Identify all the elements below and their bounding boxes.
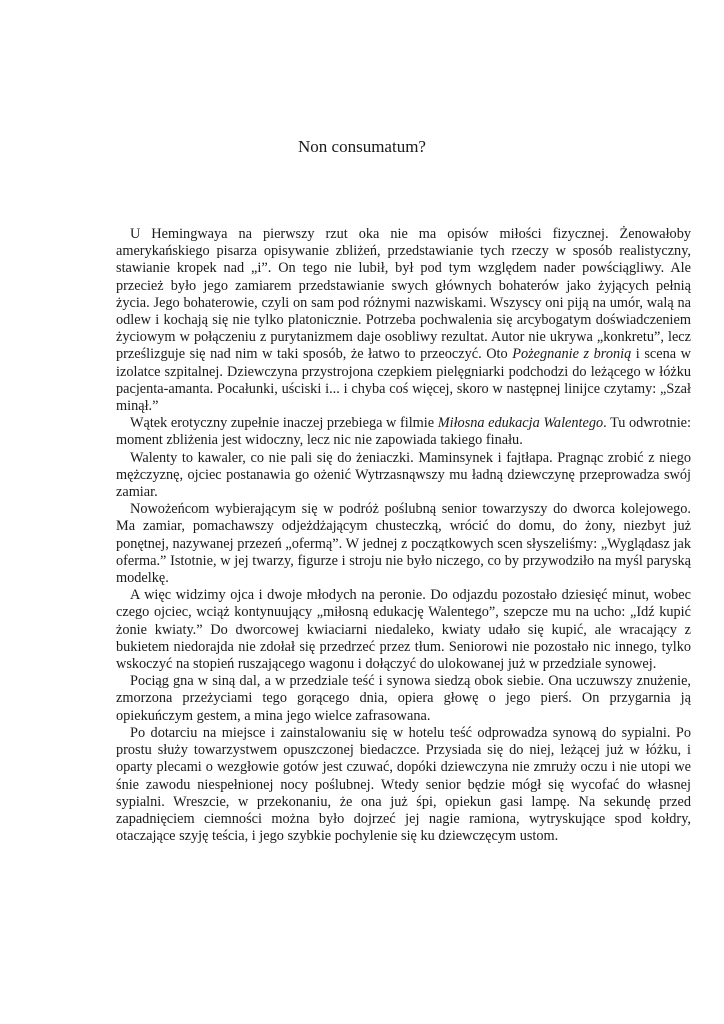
document-body <box>116 226 691 845</box>
text-run: Nowożeńcom wybierającym się w podróż poślubną senior towarzyszy do dworca kolejowego. Ma zamiar, pomachawszy odjeżdżającym chusteczką, wrócić do domu, do żony, niezbyt już ponętnej, nazywanej przezeń „ofermą”. W jednej z początkowych scen słyszeliśmy: „Wyglądasz jak oferma.” Istotnie, w jej twarzy, figurze i stroju nie było niczego, co by przywodziło na myśl paryską modelkę. <box>116 501 691 587</box>
paragraph <box>116 725 691 845</box>
book-title: Pożegnanie z bronią <box>512 346 632 363</box>
document-title: Non consumatum? <box>298 137 426 156</box>
text-run: Walenty to kawaler, co nie pali się do żeniaczki. Maminsynek i fajtłapa. Pragnąc zrobić z niego mężczyznę, ojciec postanawia go ożenić Wytrzasnąwszy mu ładną dziewczynę przeprowadza swój zamiar. <box>116 449 691 501</box>
paragraph <box>116 501 691 587</box>
text-run: A więc widzimy ojca i dwoje młodych na peronie. Do odjazdu pozostało dziesięć minut, wobec czego ojciec, wciąż kontynuujący „miłosną edukację Walentego”, szepcze mu na ucho: „Idź kupić żonie kwiaty.” Do dworcowej kwiaciarni niedaleko, kwiaty udało się kupić, ale wracający z bukietem niedorajda nie zdołał się przedrzeć przez tłum. Seniorowi nie pozostało nic innego, tylko wskoczyć na stopień ruszającego wagonu i dołączyć do ulokowanej już w przedziale synowej. <box>116 587 691 673</box>
text-run: Wątek erotyczny zupełnie inaczej przebiega w filmie <box>130 415 438 432</box>
text-run: Pociąg gna w siną dal, a w przedziale teść i synowa siedzą obok siebie. Ona uczuwszy znużenie, zmorzona przeżyciami tego gorącego dnia, opiera głowę o jego pierś. On przygarnia ją opiekuńczym gestem, a mina jego wielce zafrasowana. <box>116 673 691 724</box>
text-run: i scena w izolatce szpitalnej. Dziewczyna przystrojona czepkiem pielęgniarki podchodzi do leżącego w łóżku pacjenta-amanta. Pocałunki, uściski i... i chyba coś więcej, skoro w następnej linijce czytamy: „Szał minął.” <box>116 346 691 415</box>
text-run: . Tu odwrotnie: moment zbliżenia jest widoczny, lecz nic nie zapowiada takiego finału. <box>116 415 691 449</box>
paragraph <box>116 415 691 449</box>
text-run: Po dotarciu na miejsce i zainstalowaniu się w hotelu teść odprowadza synową do sypialni. Po prostu służy towarzystwem opuszczonej biedaczce. Przysiada się do niej, leżącej już w łóżku, i oparty plecami o wezgłowie gotów jest czuwać, dopóki dziewczyna nie zmruży oczu i nie utopi we śnie zawodu niespełnionej nocy poślubnej. Wtedy senior będzie mógł się wycofać do własnej sypialni. Wreszcie, w przekonaniu, że ona już śpi, opiekun gasi lampę. Na sekundę przed zapadnięciem ciemności można było dojrzeć jej nagie ramiona, wytryskujące spod kołdry, otaczające szyję teścia, i jego szybkie pochylenie się ku dziewczęcym ustom. <box>116 724 691 845</box>
text-run: U Hemingwaya na pierwszy rzut oka nie ma opisów miłości fizycznej. Żenowałoby amerykańskiego pisarza opisywanie zbliżeń, przedstawianie tych rzeczy w sposób realistyczny, stawianie kropek nad „i”. On tego nie lubił, był pod tym względem nader powściągliwy. Ale przecież było jego zamiarem przedstawianie swych głównych bohaterów jako żyjących pełnią życia. Jego bohaterowie, czyli on sam pod różnymi nazwiskami. Wszyscy oni piją na umór, walą na odlew i kochają się nie tylko platonicznie. Potrzeba pochwalenia się arcybogatym doświadczeniem życiowym w połączeniu z purytanizmem daje osobliwy rezultat. Autor nie ukrywa „konkretu”, lecz prześlizguje się nad nim w taki sposób, że łatwo to przeoczyć. Oto <box>116 226 691 363</box>
paragraph <box>116 226 691 415</box>
paragraph <box>116 673 691 725</box>
film-title: Miłosna edukacja Walentego <box>437 415 604 432</box>
paragraph <box>116 587 691 673</box>
paragraph <box>116 450 691 502</box>
